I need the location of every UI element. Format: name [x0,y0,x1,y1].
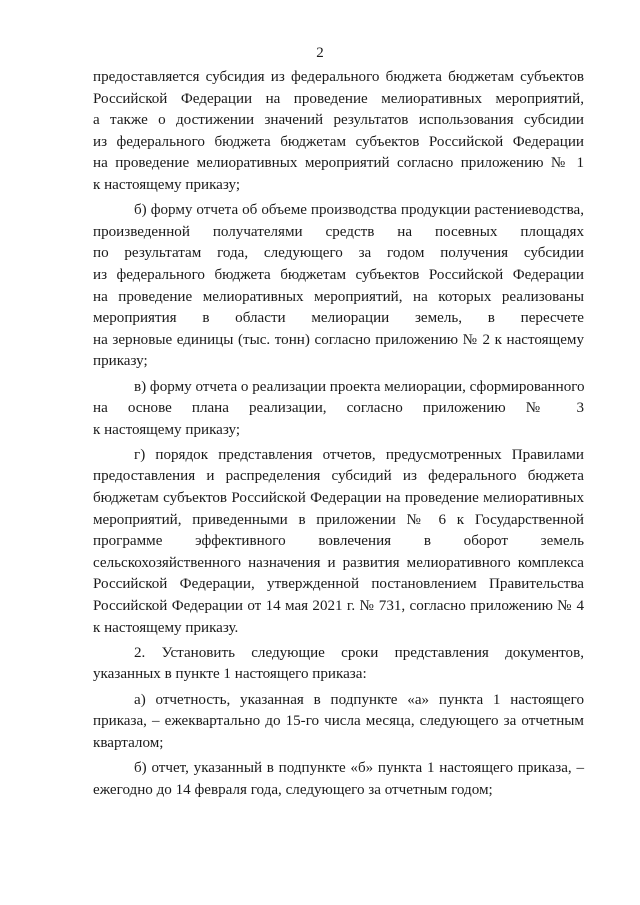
text-line: Российской Федерации на проведение мелиоративных мероприятий, [93,90,584,107]
text-line: б) форму отчета об объеме производства продукции растениеводства, [134,202,584,219]
text-line: приказа, – ежеквартально до 15-го числа месяца, следующего за отчетным [93,713,584,730]
text-line: мероприятий, приведенными в приложении № 6 к Государственной [93,511,584,528]
text-line: произведенной получателями средств на посевных площадях [93,223,584,240]
paragraph-p-g [93,445,584,639]
paragraph-p-2a [93,690,584,755]
text-line: ежегодно до 14 февраля года, следующего за отчетным годом; [93,781,493,798]
text-line: б) отчет, указанный в подпункте «б» пункта 1 настоящего приказа, – [134,759,584,776]
text-line: Российской Федерации от 14 мая 2021 г. № 731, согласно приложению № 4 [93,598,584,615]
text-line: к настоящему приказу. [93,619,239,636]
text-line: предоставления и распределения субсидий из федерального бюджета [93,468,584,485]
text-line: к настоящему приказу; [93,176,241,193]
document-body [93,67,584,805]
paragraph-p-a-cont [93,67,584,197]
text-line: бюджетам субъектов Российской Федерации на проведение мелиоративных [93,490,584,507]
paragraph-p-2 [93,643,584,686]
text-line: на зерновые единицы (тыс. тонн) согласно приложению № 2 к настоящему [93,331,584,348]
text-line: предоставляется субсидия из федерального бюджета бюджетам субъектов [93,69,584,85]
text-line: г) порядок представления отчетов, предусмотренных Правилами [134,446,584,463]
text-line: а) отчетность, указанная в подпункте «а» пункта 1 настоящего [134,691,584,708]
text-line: программе эффективного вовлечения в оборот земель [93,533,584,550]
text-line: из федерального бюджета бюджетам субъектов Российской Федерации [93,133,584,150]
text-line: приказу; [93,353,148,370]
text-line: кварталом; [93,734,164,751]
text-line: к настоящему приказу; [93,421,241,438]
text-line: 2. Установить следующие сроки представления документов, [134,644,584,661]
paragraph-p-v [93,377,584,442]
text-line: из федерального бюджета бюджетам субъектов Российской Федерации [93,266,584,283]
text-line: на проведение мелиоративных мероприятий, на которых реализованы [93,288,584,305]
text-line: по результатам года, следующего за годом получения субсидии [93,245,584,262]
text-line: в) форму отчета о реализации проекта мелиорации, сформированного [134,378,585,395]
text-line: а также о достижении значений результатов использования субсидии [93,112,584,129]
paragraph-p-2b [93,758,584,801]
text-line: указанных в пункте 1 настоящего приказа: [93,666,367,683]
text-line: мероприятия в области мелиорации земель, в пересчете [93,310,584,327]
text-line: на проведение мелиоративных мероприятий согласно приложению № 1 [93,155,584,172]
paragraph-p-b [93,200,584,373]
text-line: на основе плана реализации, согласно приложению № 3 [93,400,584,417]
page-number: 2 [316,45,324,61]
text-line: сельскохозяйственного назначения и развития мелиоративного комплекса [93,554,584,571]
text-line: Российской Федерации, утвержденной постановлением Правительства [93,576,584,593]
